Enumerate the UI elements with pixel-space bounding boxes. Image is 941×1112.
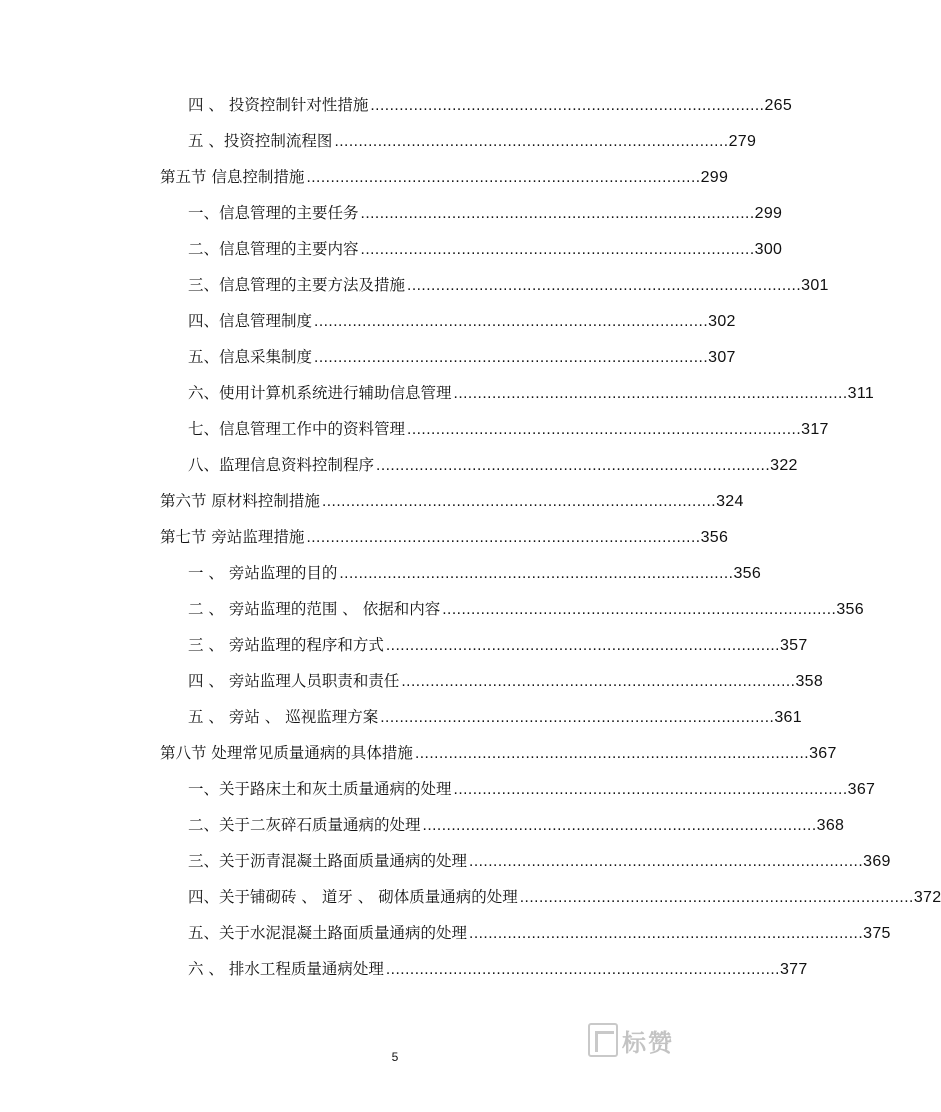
- toc-entry[interactable]: [0, 237, 790, 261]
- toc-entry[interactable]: [0, 489, 790, 513]
- toc-page-number: 311: [847, 385, 875, 402]
- toc-page-number: 317: [801, 421, 829, 438]
- dot-leader: ..................................................................................: [314, 349, 709, 366]
- dot-leader: ..................................................................................: [385, 637, 780, 654]
- dot-leader: ..................................................................................: [334, 133, 729, 150]
- toc-entry[interactable]: [0, 345, 790, 369]
- dot-leader: ..................................................................................: [407, 421, 802, 438]
- toc-entry-label: 一、关于路床土和灰土质量通病的处理: [188, 780, 452, 798]
- dot-leader: ..................................................................................: [407, 277, 802, 294]
- toc-page-number: 324: [716, 493, 744, 510]
- toc-page-number: 265: [764, 97, 793, 114]
- toc-page-number: 368: [816, 817, 845, 834]
- toc-entry-label: 六 、 排水工程质量通病处理: [188, 960, 384, 978]
- toc-entry-label: 六、使用计算机系统进行辅助信息管理: [188, 384, 452, 402]
- toc-entry[interactable]: [0, 885, 941, 909]
- toc-entry[interactable]: [0, 201, 790, 225]
- toc-entry-label: 一、信息管理的主要任务: [188, 204, 359, 222]
- toc-page-number: 367: [809, 745, 837, 762]
- toc-page-number: 302: [708, 313, 736, 330]
- toc-entry-label: 四 、 投资控制针对性措施: [188, 96, 369, 114]
- toc-entry-label: 五、关于水泥混凝土路面质量通病的处理: [188, 924, 468, 942]
- toc-entry-label: 第六节 原材料控制措施: [160, 492, 320, 510]
- toc-page-number: 322: [770, 457, 798, 474]
- dot-leader: ..................................................................................: [370, 97, 765, 114]
- toc-entry-label: 三、关于沥青混凝土路面质量通病的处理: [188, 852, 468, 870]
- dot-leader: ..................................................................................: [453, 385, 848, 402]
- toc-entry[interactable]: [0, 273, 829, 297]
- dot-leader: ..................................................................................: [422, 817, 817, 834]
- toc-entry[interactable]: [0, 957, 808, 981]
- toc-entry[interactable]: [0, 669, 824, 693]
- toc-entry-label: 二、信息管理的主要内容: [188, 240, 359, 258]
- dot-leader: ..................................................................................: [453, 781, 848, 798]
- toc-entry[interactable]: [0, 309, 790, 333]
- toc-page-number: 358: [795, 673, 824, 690]
- dot-leader: ..................................................................................: [314, 313, 709, 330]
- toc-entry[interactable]: [0, 93, 793, 117]
- toc-entry[interactable]: [0, 597, 864, 621]
- toc-page-number: 356: [733, 565, 762, 582]
- toc-entry-label: 五 、投资控制流程图: [188, 132, 333, 150]
- toc-page-number: 357: [779, 637, 808, 654]
- toc-page-number: 279: [728, 133, 757, 150]
- dot-leader: ..................................................................................: [469, 853, 864, 870]
- dot-leader: ..................................................................................: [360, 205, 755, 222]
- dot-leader: ..................................................................................: [519, 889, 914, 906]
- toc-page-number: 307: [708, 349, 736, 366]
- dot-leader: ..................................................................................: [401, 673, 796, 690]
- dot-leader: ..................................................................................: [414, 745, 810, 762]
- toc-entry-label: 二、关于二灰碎石质量通病的处理: [188, 816, 421, 834]
- toc-entry-label: 四、关于铺砌砖 、 道牙 、 砌体质量通病的处理: [188, 888, 518, 906]
- dot-leader: ..................................................................................: [306, 169, 701, 186]
- toc-entry[interactable]: [0, 453, 798, 477]
- toc-page-number: 356: [700, 529, 729, 546]
- toc-entry[interactable]: [0, 417, 829, 441]
- toc-page-number: 367: [847, 781, 876, 798]
- toc-entry[interactable]: [0, 165, 790, 189]
- toc-entry-label: 三、信息管理的主要方法及措施: [188, 276, 406, 294]
- watermark-text: 标赞: [622, 1028, 674, 1057]
- toc-page-number: 356: [836, 601, 864, 618]
- toc-page-number: 300: [754, 241, 783, 258]
- toc-entry-label: 第七节 旁站监理措施: [160, 528, 305, 546]
- dot-leader: ..................................................................................: [385, 961, 780, 978]
- toc-page-number: 372: [913, 889, 941, 906]
- toc-entry-label: 五、信息采集制度: [188, 348, 313, 366]
- toc-entry-label: 一 、 旁站监理的目的: [188, 564, 338, 582]
- toc-entry-label: 三 、 旁站监理的程序和方式: [188, 636, 384, 654]
- toc-page-number: 299: [700, 169, 729, 186]
- toc-page-number: 301: [801, 277, 829, 294]
- toc-page-number: 375: [863, 925, 891, 942]
- dot-leader: ..................................................................................: [321, 493, 717, 510]
- dot-leader: ..................................................................................: [376, 457, 771, 474]
- toc-entry-label: 第八节 处理常见质量通病的具体措施: [160, 744, 413, 762]
- toc-entry[interactable]: [0, 849, 891, 873]
- dot-leader: ..................................................................................: [469, 925, 864, 942]
- toc-entry[interactable]: [0, 921, 891, 945]
- toc-page-number: 299: [754, 205, 783, 222]
- toc-entry[interactable]: [0, 741, 837, 765]
- toc-entry-label: 七、信息管理工作中的资料管理: [188, 420, 406, 438]
- toc-entry-label: 八、监理信息资料控制程序: [188, 456, 375, 474]
- toc-entry[interactable]: [0, 777, 876, 801]
- toc-entry[interactable]: [0, 705, 802, 729]
- dot-leader: ..................................................................................: [306, 529, 701, 546]
- toc-page-number: 369: [863, 853, 891, 870]
- toc-page-number: 377: [779, 961, 808, 978]
- dot-leader: ..................................................................................: [380, 709, 775, 726]
- toc-entry-label: 四 、 旁站监理人员职责和责任: [188, 672, 400, 690]
- page-number: 5: [391, 1050, 399, 1064]
- toc-entry[interactable]: [0, 129, 790, 153]
- toc-entry[interactable]: [0, 525, 790, 549]
- toc-page-number: 361: [774, 709, 802, 726]
- toc-entry[interactable]: [0, 813, 845, 837]
- toc-entry-label: 四、信息管理制度: [188, 312, 313, 330]
- toc-entry[interactable]: [0, 633, 808, 657]
- toc-entry-label: 第五节 信息控制措施: [160, 168, 305, 186]
- dot-leader: ..................................................................................: [360, 241, 755, 258]
- toc-entry-label: 五 、 旁站 、 巡视监理方案: [188, 708, 379, 726]
- toc-entry[interactable]: [0, 561, 790, 585]
- toc-entry[interactable]: [0, 381, 875, 405]
- dot-leader: ..................................................................................: [442, 601, 837, 618]
- dot-leader: ..................................................................................: [339, 565, 734, 582]
- toc-entry-label: 二 、 旁站监理的范围 、 依据和内容: [188, 600, 441, 618]
